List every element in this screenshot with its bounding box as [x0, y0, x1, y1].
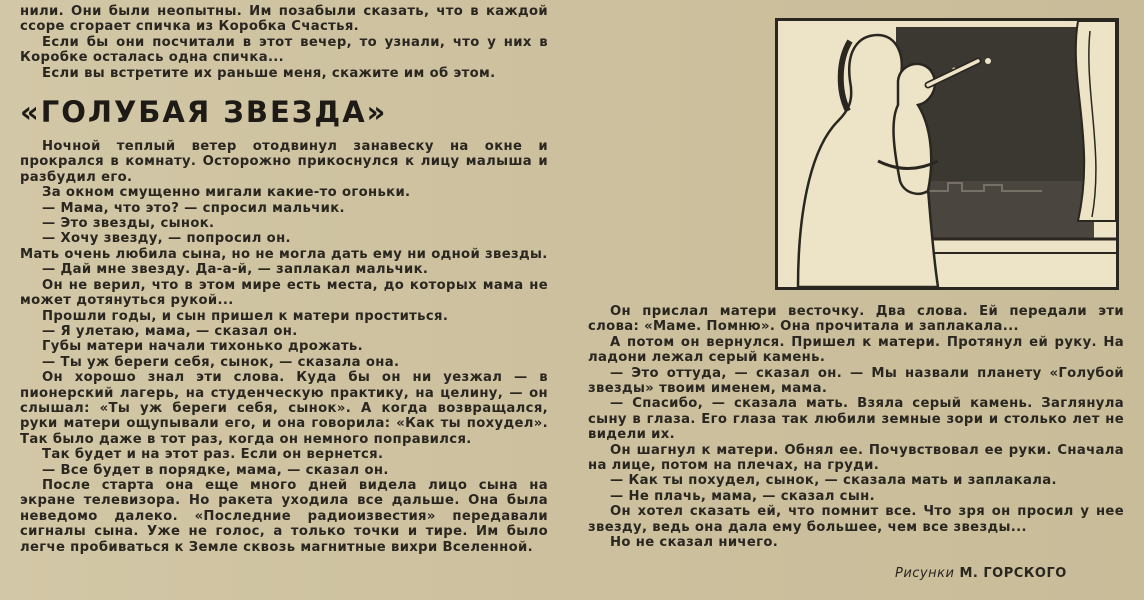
story-paragraph: — Ты уж береги себя, сынок, — сказала она.: [42, 354, 400, 370]
story-paragraph: Мать очень любила сына, но не могла дать ему ни одной звезды.: [20, 246, 548, 262]
illustration-mother-child-window: [775, 18, 1119, 290]
story-paragraph: — Это звезды, сынок.: [42, 216, 215, 232]
credit-author: М. ГОРСКОГО: [959, 566, 1067, 581]
story-paragraph: — Все будет в порядке, мама, — сказал он.: [42, 462, 389, 478]
story-paragraph: Так будет и на этот раз. Если он вернется.: [42, 447, 384, 463]
left-column: [20, 4, 548, 555]
story-paragraph: — Я улетаю, мама, — сказал он.: [42, 323, 298, 339]
story-paragraph: — Как ты похудел, сынок, — сказала мать и заплакала.: [610, 473, 1057, 489]
intro-paragraph: Если бы они посчитали в этот вечер, то узнали, что у них в Коробке осталась одна спичка...: [20, 34, 548, 66]
story-paragraph: — Это оттуда, — сказал он. — Мы назвали планету «Голубой звезды» твоим именем, мама.: [588, 365, 1124, 397]
illustration-credit: [895, 566, 1067, 581]
story-paragraph: — Спасибо, — сказала мать. Взяла серый камень. Заглянула сыну в глаза. Его глаза так любили земные зори и столько лет не видели их.: [588, 396, 1124, 443]
intro-paragraph: Если вы встретите их раньше меня, скажите им об этом.: [42, 65, 496, 81]
story-headline: «ГОЛУБАЯ ЗВЕЗДА»: [20, 95, 388, 130]
story-paragraph: Он хотел сказать ей, что помнит все. Что зря он просил у нее звезду, ведь она дала ему большее, чем все звезды...: [588, 504, 1124, 535]
story-paragraph: Он хорошо знал эти слова. Куда бы он ни уезжал — в пионерский лагерь, на студенческую практику, на целину, — он слышал: «Ты уж береги себя, сынок». А когда возвращался, руки матери ощупывали его, и она говорила: «Как ты похудел». Так было даже в тот раз, когда он немного поправился.: [20, 370, 548, 447]
intro-paragraph: нили. Они были неопытны. Им позабыли сказать, что в каждой ссоре сгорает спичка из Коробка Счастья.: [20, 4, 548, 35]
story-paragraph: — Дай мне звезду. Да-а-й, — заплакал мальчик.: [42, 262, 429, 278]
story-paragraph: Но не сказал ничего.: [610, 535, 779, 551]
story-paragraph: Прошли годы, и сын пришел к матери проститься.: [42, 308, 449, 324]
story-paragraph: — Не плачь, мама, — сказал сын.: [610, 488, 875, 504]
story-paragraph: После старта она еще много дней видела лицо сына на экране телевизора. Но ракета уходила все дальше. Она была неведомо далеко. «Последние радиоизвестия» передавали сигналы сына. Уже не голос, а только точки и тире. Им было легче пробиваться к Земле сквозь магнитные вихри Вселенной.: [20, 477, 548, 555]
story-paragraph: Он шагнул к матери. Обнял ее. Почувствовал ее руки. Сначала на лице, потом на плечах, на груди.: [588, 442, 1124, 474]
story-paragraph: — Мама, что это? — спросил мальчик.: [42, 200, 345, 216]
story-paragraph: — Хочу звезду, — попросил он.: [42, 231, 291, 247]
credit-prefix: Рисунки: [895, 566, 955, 581]
story-paragraph: За окном смущенно мигали какие-то огоньки.: [42, 185, 411, 201]
story-paragraph: Он прислал матери весточку. Два слова. Ей передали эти слова: «Маме. Помню». Она прочитала и заплакала...: [588, 304, 1124, 335]
story-paragraph: Губы матери начали тихонько дрожать.: [42, 339, 363, 355]
right-column: [588, 304, 1124, 551]
story-paragraph: Он не верил, что в этом мире есть места, до которых мама не может дотянуться рукой...: [20, 277, 548, 309]
story-paragraph: А потом он вернулся. Пришел к матери. Протянул ей руку. На ладони лежал серый камень.: [588, 334, 1124, 366]
story-paragraph: Ночной теплый ветер отодвинул занавеску на окне и прокрался в комнату. Осторожно прикоснулся к лицу малыша и разбудил его.: [20, 139, 548, 185]
illustration-drawing: [778, 21, 1116, 287]
